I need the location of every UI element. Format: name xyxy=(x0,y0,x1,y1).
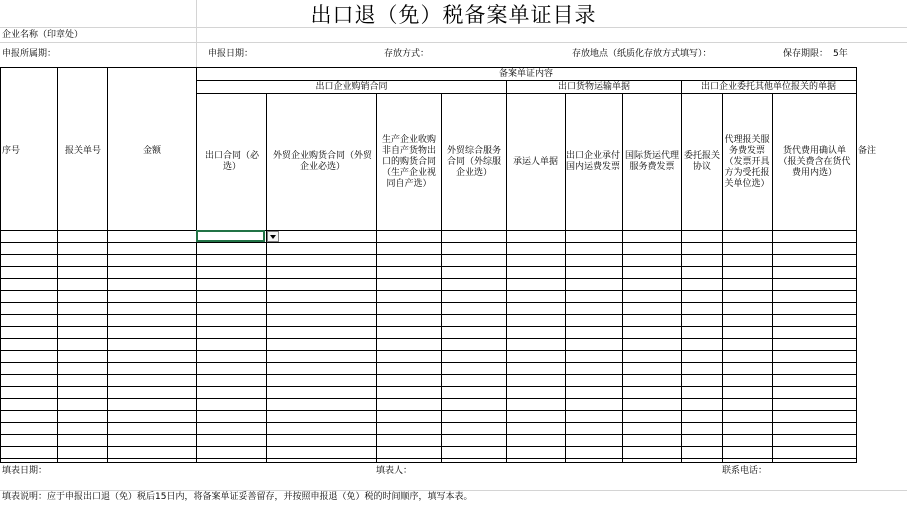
header-export-contract: 出口合同（必选） xyxy=(204,151,259,172)
retention-value: 5年 xyxy=(833,49,848,59)
table-border xyxy=(196,80,857,81)
table-row-line xyxy=(0,458,857,459)
header-seq: 序号 xyxy=(2,145,21,156)
active-cell[interactable] xyxy=(196,230,265,242)
table-border xyxy=(0,230,857,231)
gridline xyxy=(0,42,907,43)
header-amount: 金额 xyxy=(142,145,161,156)
header-carrier-receipt: 承运人单据 xyxy=(512,156,558,167)
header-entrust-agreement: 委托报关协议 xyxy=(684,151,721,172)
table-border xyxy=(376,93,377,463)
table-row-line xyxy=(0,362,857,363)
header-producer-purchase: 生产企业收购非自产货物出口的购货合同（生产企业视同自产选） xyxy=(381,134,436,189)
dropdown-arrow-icon[interactable] xyxy=(267,231,279,242)
phone-label: 联系电话： xyxy=(722,466,768,476)
header-group-purchase: 出口企业购销合同 xyxy=(315,82,388,92)
header-group-transport: 出口货物运输单据 xyxy=(557,82,630,92)
table-border xyxy=(266,93,267,463)
table-border xyxy=(565,93,566,463)
table-border xyxy=(107,67,108,463)
table-row-line xyxy=(0,302,857,303)
table-border xyxy=(57,67,58,463)
table-row-line xyxy=(0,266,857,267)
filler-label: 填表人： xyxy=(376,466,413,476)
location-label: 存放地点（纸质化存放方式填写）： xyxy=(572,49,712,59)
method-label: 存放方式： xyxy=(384,49,430,59)
table-border xyxy=(0,67,857,68)
table-row-line xyxy=(0,278,857,279)
table-border xyxy=(0,462,857,463)
table-border xyxy=(196,67,197,463)
table-border xyxy=(856,67,857,463)
table-row-line xyxy=(0,422,857,423)
table-row-line xyxy=(0,446,857,447)
period-label: 申报所属期： xyxy=(2,49,57,59)
table-row-line xyxy=(0,242,857,243)
header-group-main: 备案单证内容 xyxy=(498,69,553,79)
table-row-line xyxy=(0,290,857,291)
header-domestic-freight: 出口企业承付国内运费发票 xyxy=(566,151,621,172)
header-trade-purchase: 外贸企业购货合同（外贸企业必选） xyxy=(272,151,372,172)
header-agent-invoice: 代理报关服务费发票（发票开具方为受托报关单位选） xyxy=(724,134,770,189)
retention-label: 保存期限： xyxy=(783,49,829,59)
header-intl-freight: 国际货运代理服务费发票 xyxy=(625,151,680,172)
table-row-line xyxy=(0,434,857,435)
fill-date-label: 填表日期： xyxy=(2,466,48,476)
table-border xyxy=(196,93,857,94)
table-row-line xyxy=(0,374,857,375)
date-label: 申报日期： xyxy=(208,49,254,59)
header-remark: 备注 xyxy=(858,145,877,156)
table-row-line xyxy=(0,350,857,351)
table-row-line xyxy=(0,410,857,411)
table-border xyxy=(506,80,507,463)
company-label: 企业名称（印章处） xyxy=(2,30,84,40)
table-row-line xyxy=(0,254,857,255)
table-row-line xyxy=(0,338,857,339)
table-border xyxy=(441,93,442,463)
header-customs-no: 报关单号 xyxy=(64,145,101,156)
page-title: 出口退（免）税备案单证目录 xyxy=(310,3,597,27)
gridline xyxy=(0,490,907,491)
table-row-line xyxy=(0,326,857,327)
header-group-agent: 出口企业委托其他单位报关的单据 xyxy=(700,82,836,92)
table-row-line xyxy=(0,386,857,387)
table-border xyxy=(722,93,723,463)
table-border xyxy=(622,93,623,463)
header-comprehensive: 外贸综合服务合同（外综服企业选） xyxy=(446,145,501,178)
table-border xyxy=(772,93,773,463)
table-row-line xyxy=(0,314,857,315)
table-border xyxy=(681,80,682,463)
header-agent-confirm: 货代费用确认单（报关费含在货代费用内选） xyxy=(778,145,851,178)
instructions-note: 填表说明：应于申报出口退（免）税后15日内，将备案单证妥善留存，并按照申报退（免）税的时间顺序，填写本表。 xyxy=(2,492,473,502)
table-border xyxy=(0,67,1,463)
table-row-line xyxy=(0,398,857,399)
